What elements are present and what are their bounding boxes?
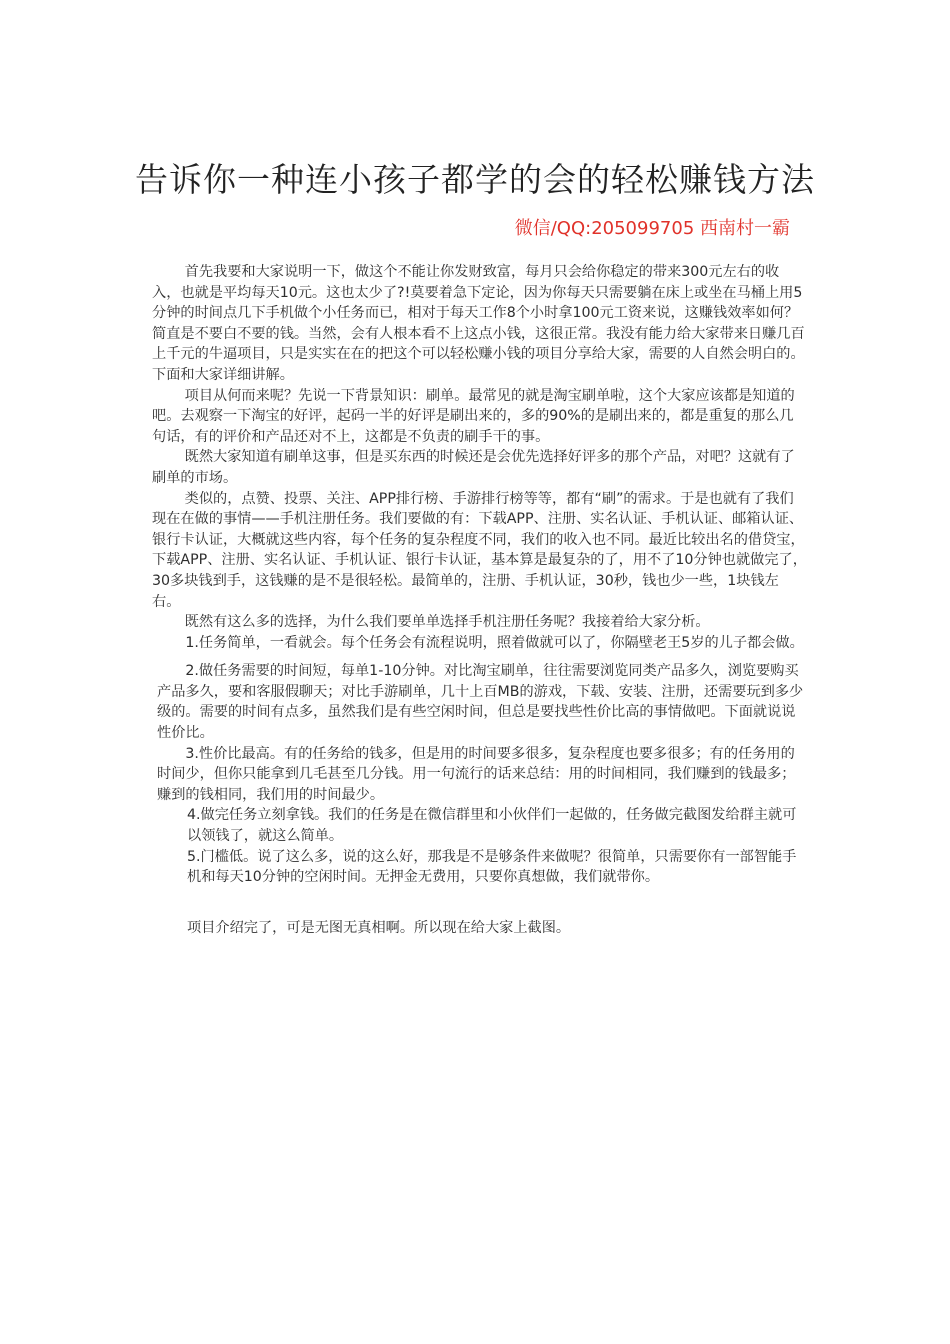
closing-line: 项目介绍完了，可是无图无真相啊。所以现在给大家上截图。 xyxy=(187,919,571,936)
paragraph: 既然大家知道有刷单这事，但是买东西的时候还是会优先选择好评多的那个产品，对吧？这就有了刷单的市场。 xyxy=(152,449,795,486)
point-item: 4.做完任务立刻拿钱。我们的任务是在微信群里和小伙伴们一起做的，任务做完截图发给群主就可以领钱了，就这么简单。 xyxy=(187,807,797,845)
point-item: 5.门槛低。说了这么多，说的这么好，那我是不是够条件来做呢？很简单，只需要你有一部智能手机和每天10分钟的空闲时间。无押金无费用，只要你真想做，我们就带你。 xyxy=(187,848,797,886)
article-body xyxy=(152,262,807,938)
point-item: 2.做任务需要的时间短，每单1-10分钟。对比淘宝刷单，往往需要浏览同类产品多久，浏览要购买产品多久，要和客服假聊天；对比手游刷单，几十上百MB的游戏，下载、安装、注册，还需要玩到多少级的。需要的时间有点多，虽然我们是有些空闲时间，但总是要找些性价比高的事情做吧。下面就说说性价比。 xyxy=(157,663,804,742)
document-title: 告诉你一种连小孩子都学的会的轻松赚钱方法 xyxy=(135,160,815,199)
author-contact: 微信/QQ:205099705 西南村一霸 xyxy=(514,218,790,239)
paragraph: 类似的，点赞、投票、关注、APP排行榜、手游排行榜等等，都有“刷”的需求。于是也就有了我们现在在做的事情——手机注册任务。我们要做的有：下载APP、注册、实名认证、手机认证、邮箱认证、银行卡认证，大概就这些内容，每个任务的复杂程度不同，我们的收入也不同。最近比较出名的借贷宝，下载APP、注册、实名认证、手机认证、银行卡认证，基本算是最复杂的了，用不了10分钟也就做完了，30多块钱到手，这钱赚的是不是很轻松。最简单的，注册、手机认证，30秒，钱也少一些，1块钱左右。 xyxy=(152,490,807,610)
paragraph: 首先我要和大家说明一下，做这个不能让你发财致富，每月只会给你稳定的带来300元左右的收入，也就是平均每天10元。这也太少了?!莫要着急下定论，因为你每天只需要躺在床上或坐在马桶上用5分钟的时间点几下手机做个小任务而已，相对于每天工作8个小时拿100元工资来说，这赚钱效率如何？简直是不要白不要的钱。当然，会有人根本看不上这点小钱，这很正常。我没有能力给大家带来日赚几百上千元的牛逼项目，只是实实在在的把这个可以轻松赚小钱的项目分享给大家，需要的人自然会明白的。下面和大家详细讲解。 xyxy=(152,264,805,383)
spacer xyxy=(152,653,807,661)
point-item: 1.任务简单，一看就会。每个任务会有流程说明，照着做就可以了，你隔壁老王5岁的儿子都会做。 xyxy=(185,634,804,651)
point-item: 3.性价比最高。有的任务给的钱多，但是用的时间要多很多，复杂程度也要多很多；有的任务用的时间少，但你只能拿到几毛甚至几分钱。用一句流行的话来总结：用的时间相同，我们赚到的钱最多；赚到的钱相同，我们用的时间最少。 xyxy=(157,745,796,803)
spacer xyxy=(152,888,807,918)
paragraph: 既然有这么多的选择，为什么我们要单单选择手机注册任务呢？我接着给大家分析。 xyxy=(184,614,710,631)
paragraph: 项目从何而来呢？先说一下背景知识：刷单。最常见的就是淘宝刷单啦，这个大家应该都是知道的吧。去观察一下淘宝的好评，起码一半的好评是刷出来的，多的90%的是刷出来的，都是重复的那么几句话，有的评价和产品还对不上，这都是不负责的刷手干的事。 xyxy=(152,387,795,445)
